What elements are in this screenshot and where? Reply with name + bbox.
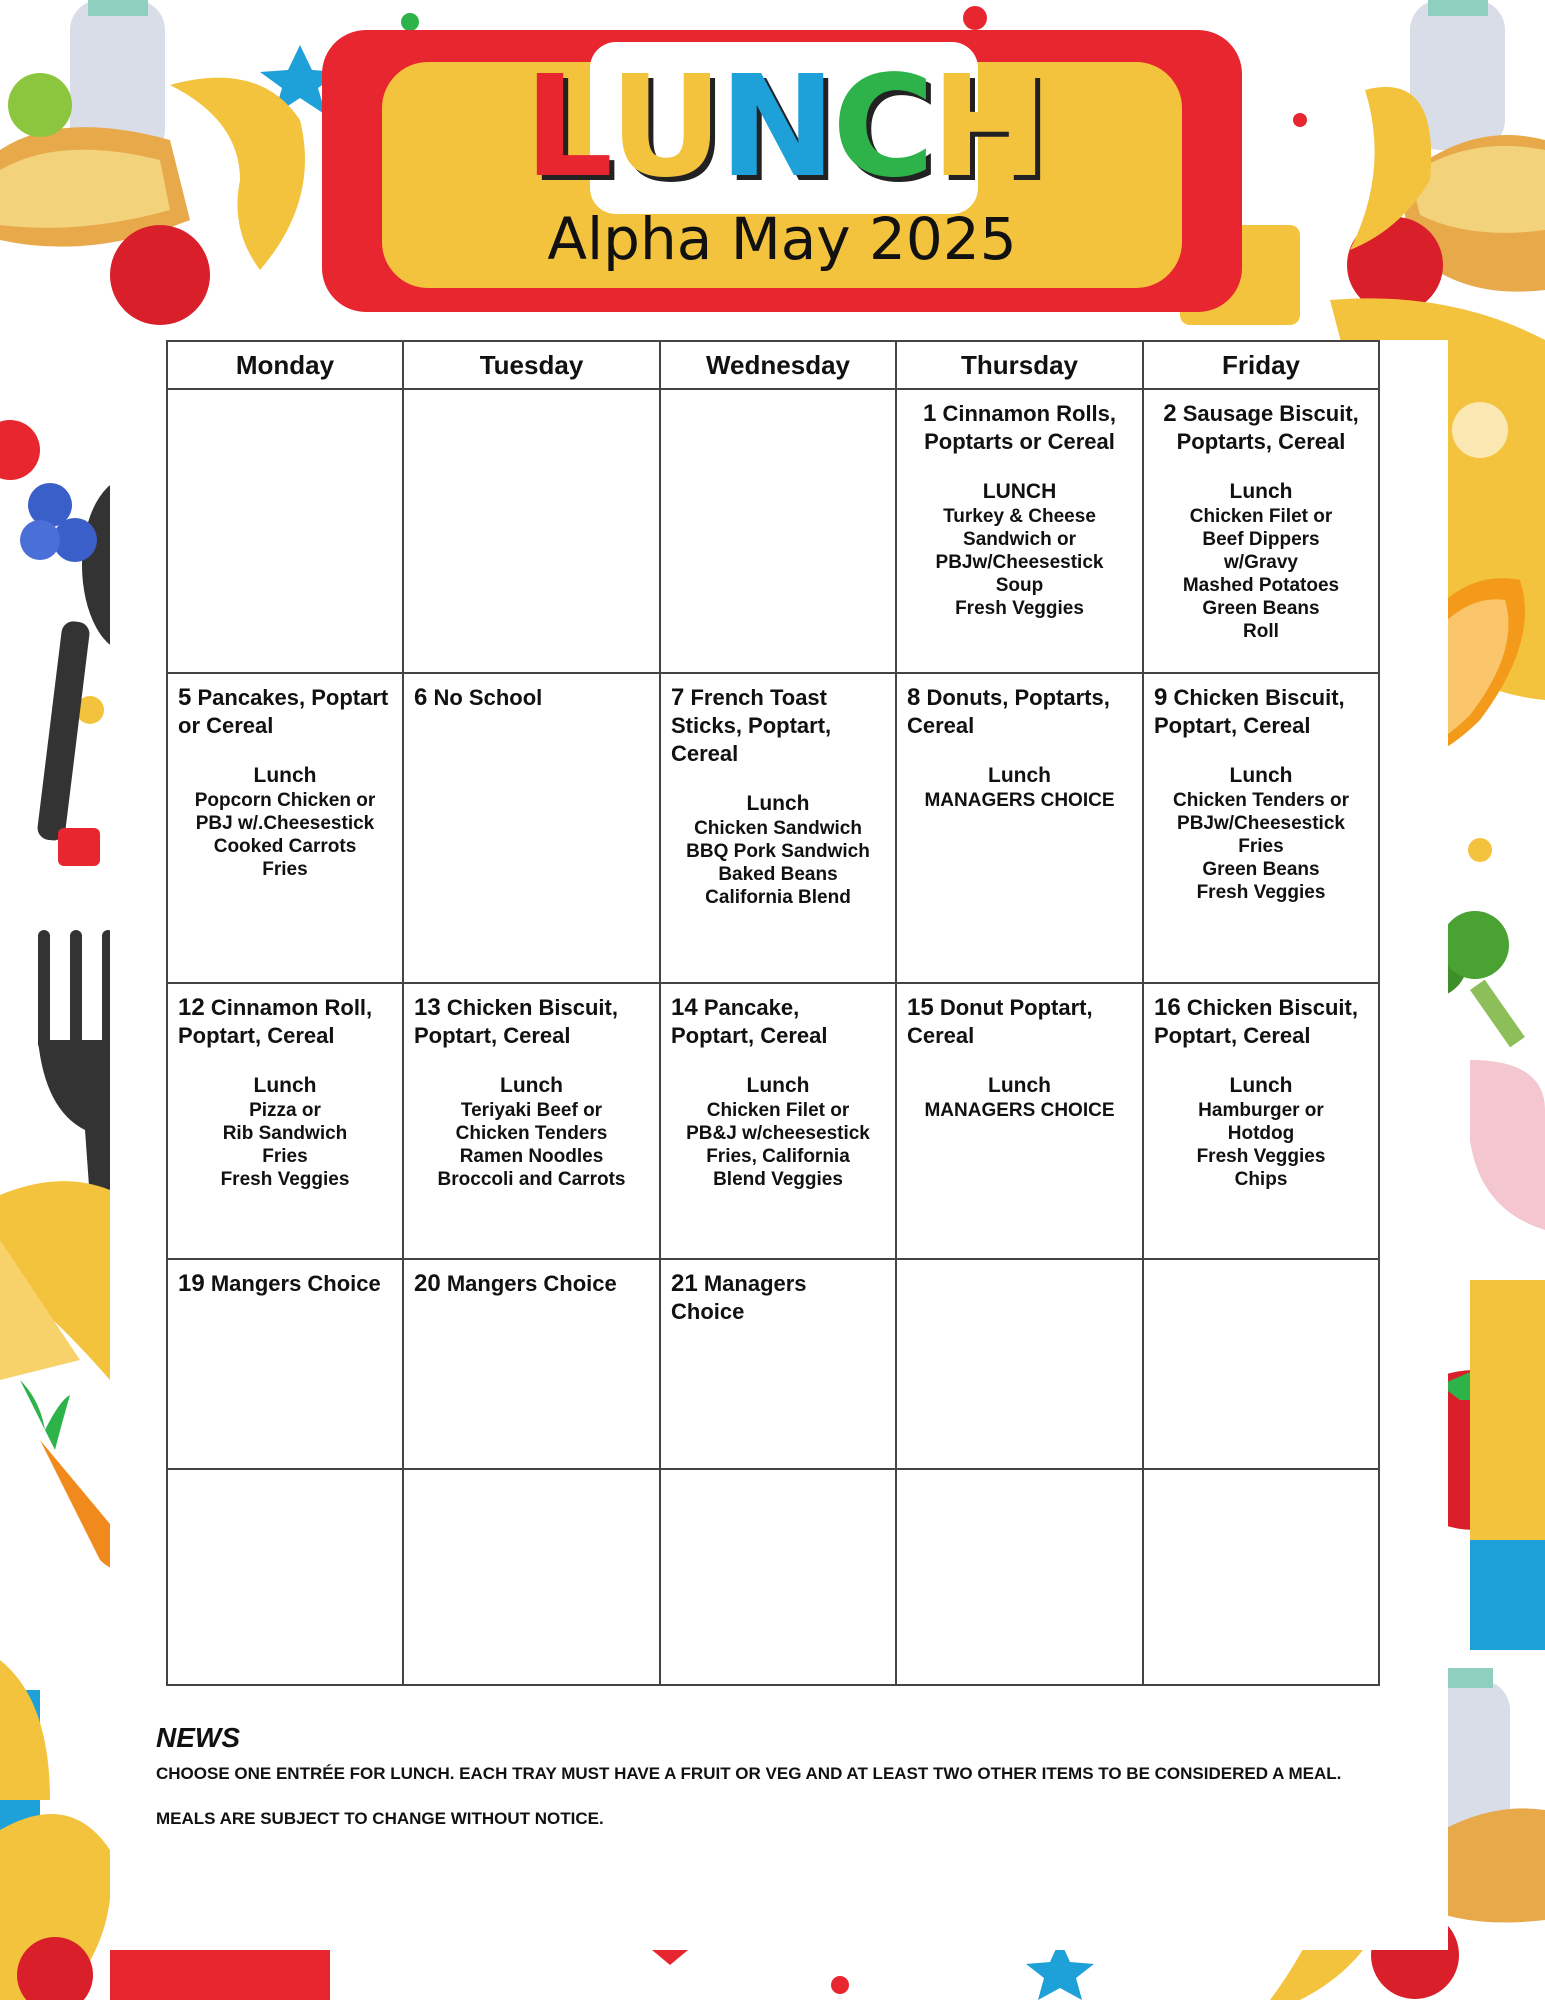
calendar-day-cell [660,1259,896,1469]
lunch-menu [907,764,1132,812]
page-subtitle: Alpha May 2025 [547,205,1017,273]
lunch-logo [524,46,1044,209]
logo-letter-h: H [930,46,1044,209]
lunch-item: Mashed Potatoes [1182,575,1340,596]
lunch-item: w/Gravy [1224,552,1298,573]
weekday-header: Monday [167,341,403,389]
lunch-item: PB&J w/cheesestick [686,1123,870,1144]
calendar-week-row [167,1469,1379,1685]
calendar-day-cell [1143,673,1379,983]
lunch-item: Hamburger or [1198,1100,1324,1121]
calendar-day-cell [1143,1469,1379,1685]
day-title: Donut Poptart, Cereal [907,995,1093,1048]
lunch-item: Fresh Veggies [955,598,1084,619]
day-breakfast-line [907,684,1132,740]
lunch-item: Rib Sandwich [222,1123,348,1144]
weekday-header: Thursday [896,341,1143,389]
news-section [156,1722,1386,1852]
lunch-item: Blend Veggies [713,1169,843,1190]
day-breakfast-line [907,994,1132,1050]
lunch-calendar [166,340,1380,1686]
day-breakfast-line [414,1270,649,1298]
lunch-item: Chips [1234,1169,1288,1190]
news-heading: NEWS [156,1722,240,1753]
calendar-day-cell [167,983,403,1259]
day-number: 9 [1154,684,1168,711]
lunch-item: Pizza or [249,1100,321,1121]
lunch-menu [671,792,885,909]
weekday-header: Wednesday [660,341,896,389]
lunch-item: Popcorn Chicken or [194,790,376,811]
calendar-day-cell [660,389,896,673]
lunch-item: Teriyaki Beef or [460,1100,603,1121]
calendar-day-cell [167,1259,403,1469]
lunch-item: MANAGERS CHOICE [924,1100,1115,1121]
day-breakfast-line [1154,684,1368,740]
lunch-label: Lunch [1229,1074,1293,1097]
lunch-item: Roll [1243,621,1279,642]
lunch-label: Lunch [746,792,810,815]
day-title: Sausage Biscuit, Poptarts, Cereal [1176,401,1359,454]
day-title: Pancake, Poptart, Cereal [671,995,828,1048]
calendar-day-cell [660,1469,896,1685]
lunch-item: Fresh Veggies [1196,1146,1326,1167]
lunch-menu [907,480,1132,620]
logo-letter-l: L [524,46,610,209]
weekday-header-row [167,341,1379,389]
day-number: 21 [671,1270,698,1297]
lunch-label: Lunch [1229,764,1293,787]
day-breakfast-line [178,1270,392,1298]
news-rule-text: CHOOSE ONE ENTRÉE FOR LUNCH. EACH TRAY MUST HAVE A FRUIT OR VEG AND AT LEAST TWO OTHER ITEMS TO BE CONSIDERED A MEAL. [156,1764,1342,1783]
calendar-day-cell [896,1469,1143,1685]
day-number: 1 [922,400,937,427]
day-title: Chicken Biscuit, Poptart, Cereal [414,995,618,1048]
day-title: Managers Choice [671,1271,807,1324]
lunch-item: Chicken Filet or [706,1100,850,1121]
calendar-day-cell [660,673,896,983]
day-title: Chicken Biscuit, Poptart, Cereal [1154,685,1345,738]
day-breakfast-line [1154,994,1368,1050]
day-title: Mangers Choice [446,1271,617,1296]
calendar-day-cell [403,673,660,983]
lunch-item: Ramen Noodles [459,1146,604,1167]
lunch-item: Cooked Carrots [213,836,357,857]
day-breakfast-line [178,684,392,740]
day-number: 16 [1154,994,1181,1021]
lunch-item: Fries [262,859,308,880]
lunch-item: PBJw/Cheesestick [1177,813,1345,834]
day-number: 7 [671,684,685,711]
lunch-item: Beef Dippers [1202,529,1320,550]
lunch-item: Baked Beans [718,864,838,885]
calendar-day-cell [403,1259,660,1469]
lunch-item: California Blend [705,887,851,908]
calendar-day-cell [403,1469,660,1685]
calendar-week-row [167,389,1379,673]
day-number: 15 [907,994,934,1021]
day-number: 19 [178,1270,205,1297]
day-title: Donuts, Poptarts, Cereal [907,685,1110,738]
day-number: 12 [178,994,205,1021]
day-title: Chicken Biscuit, Poptart, Cereal [1154,995,1358,1048]
lunch-menu [1154,480,1368,643]
day-title: Cinnamon Rolls, Poptarts or Cereal [924,401,1117,454]
day-number: 14 [671,994,698,1021]
calendar-week-row [167,673,1379,983]
day-number: 13 [414,994,441,1021]
lunch-item: Fresh Veggies [1196,882,1326,903]
news-notice-text: MEALS ARE SUBJECT TO CHANGE WITHOUT NOTICE. [156,1809,604,1828]
lunch-menu [907,1074,1132,1122]
calendar-day-cell [896,1259,1143,1469]
day-title: French Toast Sticks, Poptart, Cereal [671,685,832,766]
lunch-item: PBJw/Cheesestick [935,552,1104,573]
calendar-day-cell [167,673,403,983]
logo-letter-n: N [718,46,833,209]
calendar-day-cell [1143,1259,1379,1469]
lunch-item: Fresh Veggies [220,1169,350,1190]
day-breakfast-line [414,994,649,1050]
calendar-day-cell [167,389,403,673]
lunch-item: Green Beans [1202,859,1320,880]
calendar-day-cell [660,983,896,1259]
day-breakfast-line [907,400,1132,456]
lunch-item: Soup [995,575,1044,596]
lunch-menu [178,1074,392,1191]
weekday-header: Friday [1143,341,1379,389]
logo-letter-u: U [609,46,719,209]
calendar-day-cell [403,389,660,673]
lunch-label: Lunch [500,1074,563,1097]
lunch-item: Fries [1238,836,1284,857]
lunch-item: Hotdog [1227,1123,1295,1144]
lunch-item: Chicken Sandwich [694,818,862,839]
lunch-item: Chicken Tenders or [1173,790,1349,811]
lunch-label: Lunch [253,1074,317,1097]
lunch-menu [1154,764,1368,904]
lunch-item: Broccoli and Carrots [437,1169,626,1190]
calendar-week-row [167,983,1379,1259]
lunch-menu [1154,1074,1368,1191]
lunch-item: BBQ Pork Sandwich [686,841,870,862]
lunch-menu [178,764,392,881]
day-breakfast-line [1154,400,1368,456]
day-breakfast-line [671,684,885,768]
day-breakfast-line [671,994,885,1050]
day-number: 20 [414,1270,441,1297]
day-title: Cinnamon Roll, Poptart, Cereal [178,995,373,1048]
calendar-day-cell [1143,389,1379,673]
lunch-item: Sandwich or [963,529,1076,550]
lunch-item: Fries [262,1146,308,1167]
lunch-item: Turkey & Cheese [943,506,1096,527]
day-number: 8 [907,684,921,711]
day-title: Pancakes, Poptart or Cereal [178,685,389,738]
lunch-label: Lunch [253,764,317,787]
lunch-menu [671,1074,885,1191]
lunch-label: Lunch [1229,480,1293,503]
lunch-item: MANAGERS CHOICE [924,790,1115,811]
lunch-label: LUNCH [982,480,1057,503]
lunch-menu [414,1074,649,1191]
lunch-label: Lunch [988,1074,1051,1097]
calendar-day-cell [896,673,1143,983]
lunch-label: Lunch [988,764,1051,787]
day-title: No School [433,685,543,710]
lunch-item: Chicken Tenders [455,1123,608,1144]
calendar-day-cell [403,983,660,1259]
weekday-header: Tuesday [403,341,660,389]
calendar-day-cell [1143,983,1379,1259]
day-breakfast-line [178,994,392,1050]
lunch-item: Fries, California [706,1146,850,1167]
lunch-label: Lunch [746,1074,810,1097]
lunch-item: PBJ w/.Cheesestick [195,813,375,834]
day-title: Mangers Choice [210,1271,381,1296]
lunch-item: Green Beans [1202,598,1320,619]
calendar-day-cell [167,1469,403,1685]
day-breakfast-line [414,684,649,712]
day-number: 5 [178,684,192,711]
day-breakfast-line [671,1270,885,1326]
day-number: 6 [414,684,428,711]
calendar-week-row [167,1259,1379,1469]
calendar-day-cell [896,389,1143,673]
lunch-item: Chicken Filet or [1189,506,1333,527]
calendar-day-cell [896,983,1143,1259]
day-number: 2 [1163,400,1177,427]
logo-letter-c: C [832,46,931,209]
